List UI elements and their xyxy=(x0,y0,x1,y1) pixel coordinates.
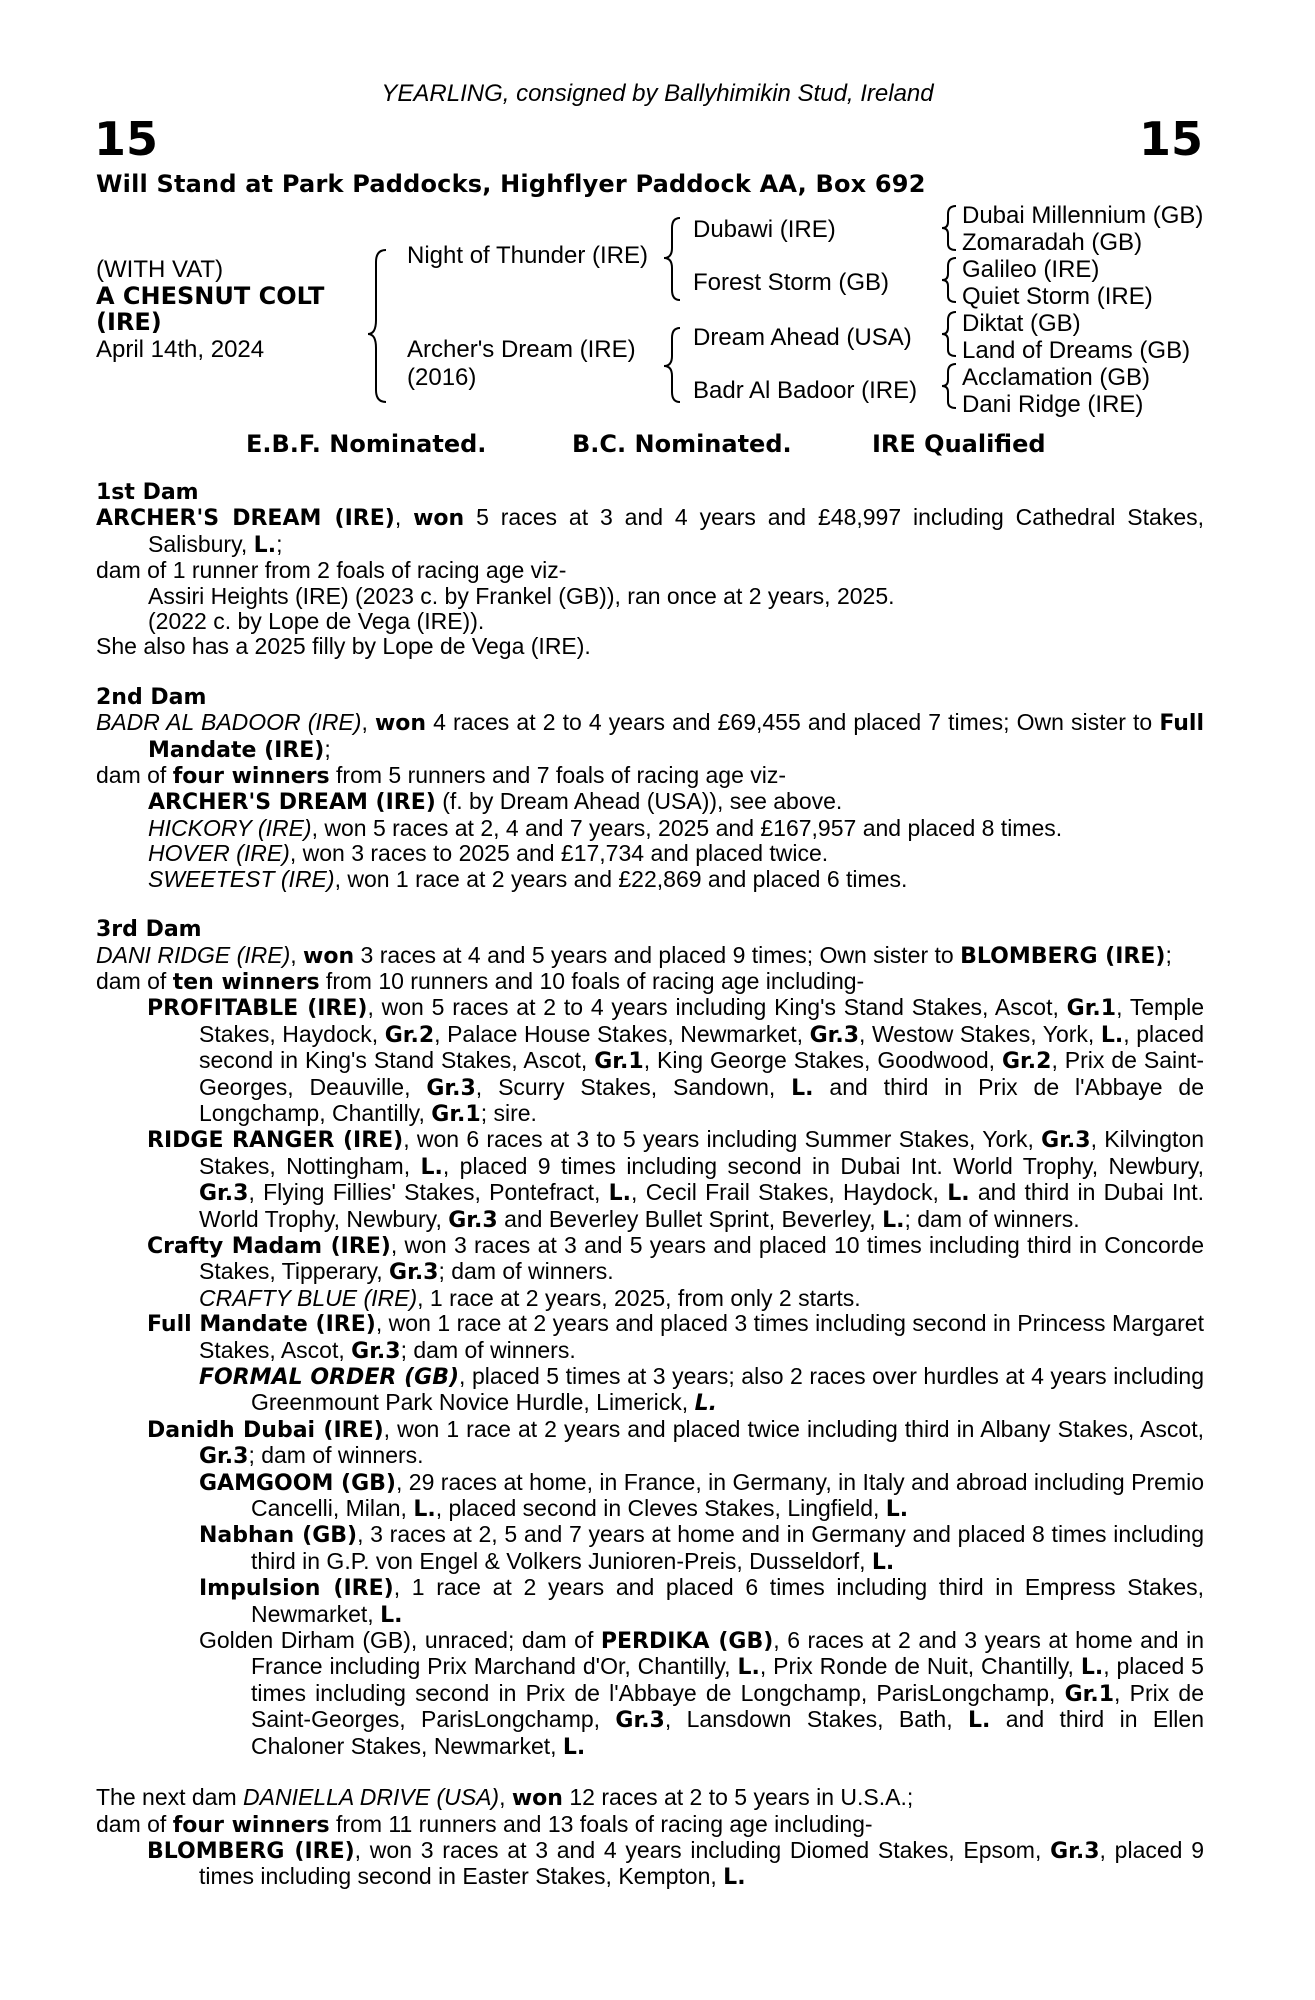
third-dam-record: DANI RIDGE (IRE), won 3 races at 4 and 5 years and placed 9 times; Own sister to BLOMBERG (IRE); xyxy=(96,941,1172,969)
third-dam-record-text: 3 races at 4 and 5 years and placed 9 times; Own sister to xyxy=(354,941,961,968)
second-dam-produce-3 xyxy=(96,841,1204,866)
record-end: ; xyxy=(1165,941,1172,968)
produce-text: and third in Ellen Chaloner Stakes, Newmarket, xyxy=(251,1706,1204,1759)
produce-text: ; dam of winners. xyxy=(904,1205,1080,1232)
third-dam-name: DANI RIDGE (IRE) xyxy=(96,941,291,968)
second-dam-heading: 2nd Dam xyxy=(96,684,207,710)
pedigree-dss: Diktat (GB) xyxy=(962,310,1081,337)
second-dam-record: BADR AL BADOOR (IRE), won 4 races at 2 to 4 years and £69,455 and placed 7 times; Own sister to Full Mandate (IRE); xyxy=(96,709,1205,763)
listed-label: L. xyxy=(608,1181,632,1207)
produce-profitable xyxy=(96,995,1204,1127)
listed-label: L. xyxy=(882,1207,905,1233)
produce-text: , Westow Stakes, York, xyxy=(859,1020,1101,1047)
brace-sd xyxy=(942,258,956,302)
lot-number-right: 15 xyxy=(1138,112,1203,166)
winners-count: four winners xyxy=(172,1812,330,1838)
produce-text: , Cecil Frail Stakes, Haydock, xyxy=(631,1179,948,1206)
produce-blomberg xyxy=(96,1838,1204,1891)
second-dam-name: BADR AL BADOOR (IRE) xyxy=(96,709,362,736)
produce-text: , 29 races at home, in France, in Germany, in Italy and abroad including Premio Cancelli, Milan, xyxy=(251,1468,1204,1522)
produce-full-mandate xyxy=(96,1311,1204,1364)
pedigree-sdd: Quiet Storm (IRE) xyxy=(962,283,1153,310)
produce-name: PROFITABLE (IRE) xyxy=(147,996,368,1022)
first-dam-also: She also has a 2025 filly by Lope de Vega (IRE). xyxy=(96,633,591,660)
listed-label: L. xyxy=(380,1602,403,1628)
won-label: won xyxy=(413,506,465,532)
produce-name: RIDGE RANGER (IRE) xyxy=(147,1128,404,1154)
vat-label: (WITH VAT) xyxy=(96,256,224,283)
listed-label: L. xyxy=(253,532,277,558)
produce-crafty-madam xyxy=(96,1233,1204,1286)
produce-text: , King George Stakes, Goodwood, xyxy=(643,1047,1002,1074)
produce-name: Nabhan (GB) xyxy=(199,1523,358,1549)
produce-danidh-dubai xyxy=(96,1417,1204,1470)
second-dam-produce-intro xyxy=(96,763,1204,789)
grade-label: Gr.1 xyxy=(1066,996,1117,1022)
grade-label: Gr.1 xyxy=(1064,1681,1115,1707)
first-dam-name: ARCHER'S DREAM (IRE) xyxy=(96,506,395,532)
won-label: won xyxy=(374,711,427,737)
grade-label: Gr.3 xyxy=(389,1260,439,1286)
first-dam-produce-1: Assiri Heights (IRE) (2023 c. by Frankel (GB)), ran once at 2 years, 2025. xyxy=(148,582,895,609)
pedigree-sds: Galileo (IRE) xyxy=(962,256,1100,283)
grade-label: Gr.3 xyxy=(199,1444,249,1470)
produce-text: and third in Dubai Int. World Trophy, Newbury, xyxy=(199,1179,1204,1232)
next-dam-record-text: 12 races at 2 to 5 years in U.S.A.; xyxy=(562,1784,914,1811)
third-dam-heading: 3rd Dam xyxy=(96,917,202,943)
intro-text: dam of xyxy=(96,762,173,789)
first-dam-produce-intro: dam of 1 runner from 2 foals of racing age viz- xyxy=(96,557,567,584)
produce-text: , won 5 races at 2 to 4 years including King's Stand Stakes, Ascot, xyxy=(367,994,1067,1021)
produce-text: , placed 9 times including second in Easter Stakes, Kempton, xyxy=(199,1836,1204,1890)
pedigree-ssd: Zomaradah (GB) xyxy=(962,229,1143,256)
produce-text: , Temple Stakes, Haydock, xyxy=(199,994,1205,1047)
listed-label: L. xyxy=(871,1549,895,1575)
record-end: ; xyxy=(276,530,283,557)
produce-text: , placed second in King's Stand Stakes, Ascot, xyxy=(199,1020,1204,1074)
produce-text: , Scurry Stakes, Sandown, xyxy=(475,1073,792,1100)
next-dam-produce-intro xyxy=(96,1812,1204,1838)
produce-text: , Prix Ronde de Nuit, Chantilly, xyxy=(759,1653,1081,1680)
produce-name: PERDIKA (GB) xyxy=(600,1629,774,1655)
intro-text: from 10 runners and 10 foals of racing age including- xyxy=(319,967,865,994)
grade-label: Gr.1 xyxy=(594,1049,644,1075)
produce-text: , won 1 race at 2 years and placed 3 times including second in Princess Margaret Stakes, Ascot, xyxy=(199,1310,1204,1363)
produce-name: BLOMBERG (IRE) xyxy=(147,1838,355,1864)
stand-location: Will Stand at Park Paddocks, Highflyer Paddock AA, Box 692 xyxy=(96,170,926,198)
pedigree-dd: Badr Al Badoor (IRE) xyxy=(693,377,918,404)
listed-label: L. xyxy=(967,1708,991,1734)
produce-text: , 6 races at 2 and 3 years at home and in France including Prix Marchand d'Or, Chantilly, xyxy=(251,1627,1204,1680)
listed-label: L. xyxy=(723,1865,746,1891)
intro-text: The next dam xyxy=(96,1784,244,1811)
grade-label: Gr.3 xyxy=(351,1338,401,1364)
winners-count: four winners xyxy=(172,764,330,790)
produce-text: , won 3 races to 2025 and £17,734 and placed twice. xyxy=(289,840,829,867)
ebf-nomination: E.B.F. Nominated. xyxy=(246,430,487,458)
listed-label: L. xyxy=(737,1655,760,1681)
grade-label: Gr.3 xyxy=(615,1708,665,1734)
produce-text: , Palace House Stakes, Newmarket, xyxy=(434,1020,810,1047)
produce-text: ; sire. xyxy=(480,1099,537,1126)
brace-dam xyxy=(664,328,680,402)
pedigree-ds: Dream Ahead (USA) xyxy=(693,324,912,351)
ire-qualified: IRE Qualified xyxy=(872,430,1046,458)
record-end: ; xyxy=(324,735,331,762)
produce-name: HICKORY (IRE) xyxy=(148,814,312,841)
first-dam-record-text: 5 races at 3 and 4 years and £48,997 including Cathedral Stakes, Salisbury, xyxy=(148,504,1205,557)
bc-nomination: B.C. Nominated. xyxy=(572,430,792,458)
horse-name-line2: (IRE) xyxy=(96,308,162,336)
grade-label: Gr.3 xyxy=(199,1181,249,1207)
produce-text: , placed 5 times at 3 years; also 2 races over hurdles at 4 years including Greenmount Park Novice Hurdle, Limerick, xyxy=(251,1363,1204,1416)
next-dam-name: DANIELLA DRIVE (USA) xyxy=(243,1784,500,1811)
produce-text: ; dam of winners. xyxy=(400,1336,576,1363)
produce-text: , won 6 races at 3 to 5 years including Summer Stakes, York, xyxy=(403,1126,1042,1153)
produce-text: (f. by Dream Ahead (USA)), see above. xyxy=(435,788,843,815)
produce-text: , 1 race at 2 years and placed 6 times including third in Empress Stakes, Newmarket, xyxy=(251,1574,1204,1627)
produce-name: SWEETEST (IRE) xyxy=(148,865,335,892)
grade-label: Gr.3 xyxy=(1041,1128,1091,1154)
produce-text: Golden Dirham (GB), unraced; dam of xyxy=(199,1627,601,1654)
produce-text: , placed second in Cleves Stakes, Lingfield, xyxy=(435,1495,886,1522)
pedigree-dsd: Land of Dreams (GB) xyxy=(962,337,1191,364)
produce-crafty-blue xyxy=(96,1286,1204,1311)
grade-label: Gr.3 xyxy=(809,1022,859,1048)
intro-text: dam of xyxy=(96,967,173,994)
brace-main xyxy=(368,250,386,402)
winners-count: ten winners xyxy=(172,969,320,995)
pedigree-sss: Dubai Millennium (GB) xyxy=(962,202,1204,229)
produce-text: , won 1 race at 2 years and placed twice including third in Albany Stakes, Ascot, xyxy=(383,1415,1204,1442)
produce-nabhan xyxy=(96,1522,1204,1575)
second-dam-produce-1 xyxy=(96,789,1204,815)
grade-label: Gr.2 xyxy=(384,1022,435,1048)
listed-label: L. xyxy=(1080,1655,1104,1681)
third-dam-produce-intro xyxy=(96,969,1204,995)
own-sister-name: Full Mandate (IRE) xyxy=(148,711,1205,763)
pedigree-sire: Night of Thunder (IRE) xyxy=(407,242,648,269)
produce-text: , won 3 races at 3 and 4 years including Diomed Stakes, Epsom, xyxy=(354,1836,1051,1863)
intro-text: from 11 runners and 13 foals of racing age including- xyxy=(329,1810,873,1837)
pedigree-ss: Dubawi (IRE) xyxy=(693,216,836,243)
grade-label: Gr.2 xyxy=(1002,1049,1052,1075)
produce-text: , won 3 races at 3 and 5 years and placed 10 times including third in Concorde Stakes, Tipperary, xyxy=(199,1231,1204,1285)
produce-text: , Lansdown Stakes, Bath, xyxy=(664,1706,968,1733)
second-dam-produce-2 xyxy=(96,816,1204,841)
produce-name: Crafty Madam (IRE) xyxy=(147,1233,391,1259)
produce-text: , placed 9 times including second in Dubai Int. World Trophy, Newbury, xyxy=(442,1152,1204,1179)
produce-text: , Flying Fillies' Stakes, Pontefract, xyxy=(248,1179,609,1206)
produce-name: Impulsion (IRE) xyxy=(199,1576,394,1602)
listed-label: L. xyxy=(1100,1022,1124,1048)
produce-name: FORMAL ORDER (GB) xyxy=(199,1365,460,1390)
produce-text: , won 1 race at 2 years and £22,869 and placed 6 times. xyxy=(334,865,908,892)
produce-text: , Prix de Saint-Georges, ParisLongchamp, xyxy=(251,1679,1204,1733)
produce-name: Danidh Dubai (IRE) xyxy=(147,1417,384,1443)
won-label: won xyxy=(303,943,355,969)
consignor-line: YEARLING, consigned by Ballyhimikin Stud, Ireland xyxy=(381,80,934,107)
listed-label: L. xyxy=(885,1497,909,1523)
produce-text: and Beverley Bullet Sprint, Beverley, xyxy=(497,1205,883,1232)
listed-label: L. xyxy=(420,1154,443,1180)
produce-golden-dirham xyxy=(96,1628,1204,1760)
first-dam-produce-2: (2022 c. by Lope de Vega (IRE)). xyxy=(148,608,485,635)
next-dam-record: The next dam DANIELLA DRIVE (USA), won 12 races at 2 to 5 years in U.S.A.; xyxy=(96,1784,914,1812)
grade-label: Gr.3 xyxy=(448,1207,498,1233)
brace-ss xyxy=(942,206,956,250)
produce-gamgoom xyxy=(96,1470,1204,1523)
first-dam-record: ARCHER'S DREAM (IRE), won 5 races at 3 and 4 years and £48,997 including Cathedral Stakes, Salisbury, L.; xyxy=(96,504,1205,558)
produce-formal-order xyxy=(96,1364,1204,1417)
grade-label: Gr.1 xyxy=(431,1101,481,1127)
produce-text: ; dam of winners. xyxy=(248,1442,424,1469)
pedigree-dds: Acclamation (GB) xyxy=(962,364,1151,391)
foaling-date: April 14th, 2024 xyxy=(96,336,265,363)
produce-text: , 1 race at 2 years, 2025, from only 2 starts. xyxy=(417,1284,861,1311)
grade-label: Gr.3 xyxy=(426,1075,476,1101)
grade-label: Gr.3 xyxy=(1050,1838,1100,1864)
produce-name: HOVER (IRE) xyxy=(148,840,290,867)
listed-label: L. xyxy=(947,1181,970,1207)
produce-text: , Kilvington Stakes, Nottingham, xyxy=(199,1126,1204,1179)
produce-name: ARCHER'S DREAM (IRE) xyxy=(148,790,436,816)
pedigree-dam: Archer's Dream (IRE) xyxy=(407,336,636,363)
produce-name: CRAFTY BLUE (IRE) xyxy=(199,1284,418,1311)
produce-name: Full Mandate (IRE) xyxy=(147,1312,376,1338)
produce-text: , placed 5 times including second in Prix de l'Abbaye de Longchamp, ParisLongchamp, xyxy=(251,1653,1204,1706)
second-dam-record-text: 4 races at 2 to 4 years and £69,455 and placed 7 times; Own sister to xyxy=(426,709,1160,736)
listed-label: L. xyxy=(413,1497,436,1523)
produce-text: , 3 races at 2, 5 and 7 years at home and in Germany and placed 8 times including third in G.P. von Engel & Volkers Junioren-Preis, Dusseldorf, xyxy=(251,1521,1204,1574)
first-dam-heading: 1st Dam xyxy=(96,480,199,505)
listed-label: L. xyxy=(791,1075,814,1101)
brace-sire xyxy=(664,218,680,300)
produce-text: , Prix de Saint-Georges, Deauville, xyxy=(199,1047,1204,1100)
listed-label: L. xyxy=(562,1734,586,1760)
pedigree-dam-year: (2016) xyxy=(407,364,477,391)
lot-number-left: 15 xyxy=(94,112,159,166)
pedigree-sd: Forest Storm (GB) xyxy=(693,269,890,296)
brace-dd xyxy=(942,364,956,408)
produce-text: , won 5 races at 2, 4 and 7 years, 2025 and £167,957 and placed 8 times. xyxy=(311,814,1063,841)
pedigree-notes xyxy=(96,480,1204,1891)
second-dam-produce-4 xyxy=(96,867,1204,892)
produce-name: GAMGOOM (GB) xyxy=(199,1470,396,1496)
produce-impulsion xyxy=(96,1575,1204,1628)
produce-text: ; dam of winners. xyxy=(438,1258,614,1285)
produce-text: and third in Prix de l'Abbaye de Longchamp, Chantilly, xyxy=(199,1073,1204,1126)
produce-ridge-ranger xyxy=(96,1127,1204,1233)
intro-text: dam of xyxy=(96,1810,173,1837)
brace-ds xyxy=(942,312,956,356)
listed-label: L. xyxy=(694,1391,717,1417)
won-label: won xyxy=(511,1786,563,1812)
own-sister-name: BLOMBERG (IRE) xyxy=(960,943,1166,969)
intro-text: from 5 runners and 7 foals of racing age viz- xyxy=(329,762,787,789)
horse-name-line1: A CHESNUT COLT xyxy=(96,282,325,310)
pedigree-ddd: Dani Ridge (IRE) xyxy=(962,391,1144,418)
